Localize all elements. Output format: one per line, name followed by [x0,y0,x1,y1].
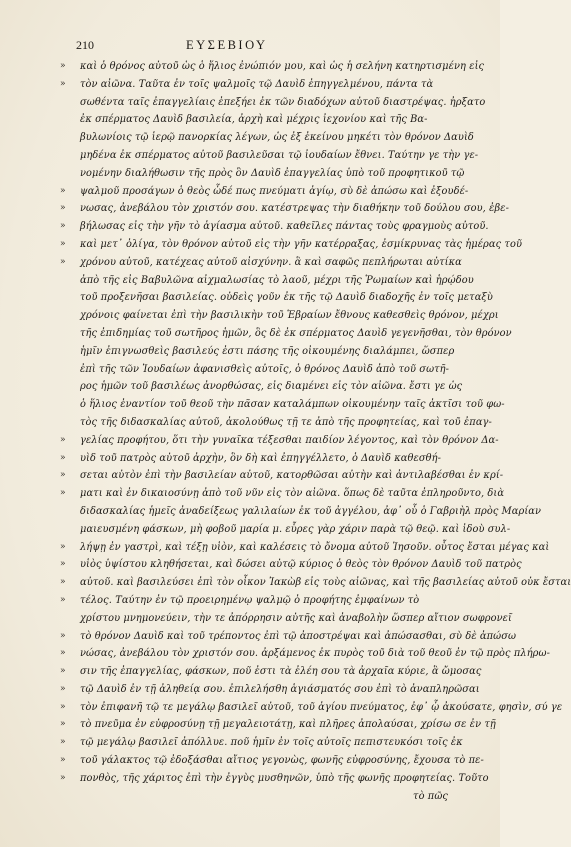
quote-marker: » [60,61,66,71]
line-text: ματι καὶ ἐν δικαιοσύνῃ ἀπὸ τοῦ νῦν εἰς τὸν αἰῶνα. ὅπως δὲ ταῦτα ἐπληροῦντο, διὰ [80,488,505,500]
line-text: ὁ ἥλιος ἐναντίον τοῦ θεοῦ τὴν πᾶσαν καταλάμπων οἰκουμένην ταῖς ἀκτῖσι τοῦ φω- [80,399,505,411]
line-text: βυλωνίοις τῷ ἱερῷ πανορκίας λέγων, ὡς ἐξ ἐκείνου μηκέτι τὸν θρόνον Δαυὶδ [80,132,474,144]
line-text: τέλος. Ταύτην ἐν τῷ προειρημένῳ ψαλμῷ ὁ προφήτης ἐμφαίνων τὸ [80,594,420,606]
line-text: τοῦ γάλακτος τῷ ἐδοξάσθαι αἴτιος γεγονὼς, φωνῆς εὐφροσύνης, ἔχουσα τὸ πε- [80,755,484,767]
text-line [60,147,479,165]
text-line [60,236,523,254]
line-text: μαιευσμένη φάσκων, μὴ φοβοῦ μαρία μ. εὗρες γὰρ χάριν παρὰ τῷ θεῷ. καὶ ἰδοὺ συλ- [80,523,511,535]
line-text: χρίστου μνημονεύειν, τὴν τε ἀπόρρησιν αὐτῆς καὶ ἀναβολὴν ὥσπερ αἴτιον σωφρονεῖ [80,612,512,624]
text-line [60,343,455,361]
line-text: τοῦ προξενῆσαι βασιλείας. οὐδεὶς γοῦν ἐκ τῆς τῷ Δαυὶδ διαδοχῆς ἐν τοῖς μεταξὺ [80,292,493,304]
quote-marker: » [60,719,66,730]
text-line [60,58,485,76]
text-line [60,272,474,290]
quote-marker: » [60,737,66,748]
quote-marker: » [60,541,66,552]
text-line [60,200,509,218]
line-text: πονθὸς, τῆς χάριτος ἐπὶ τὴν ἐγγὺς μυσθηνῶν, ὑπὸ τῆς φωνῆς προφητείας. Τοῦτο [80,772,489,784]
text-line [60,716,496,734]
quote-marker: » [60,221,66,232]
quote-marker: » [60,683,66,694]
text-line [60,556,522,574]
text-line [60,788,450,806]
line-text: αὐτοῦ. καὶ βασιλεύσει ἐπὶ τὸν οἶκον Ἰακὼβ εἰς τοὺς αἰῶνας, καὶ τῆς βασιλείας αὐτοῦ οὐκ ἔσται [80,577,571,589]
quote-marker: » [60,648,66,659]
text-line [60,645,551,663]
quote-marker: » [60,594,66,605]
quote-marker: » [60,434,66,445]
line-text: τῷ μεγάλῳ βασιλεῖ ἀπόλλυε. ποῦ ἡμῖν ἐν τοῖς αὐτοῖς πεπιστευκόσι τοῖς ἐκ [80,737,463,749]
line-text: γελίας προφήτου, ὅτι τὴν γυναῖκα τέξεσθαι παιδίον λέγοντος, καὶ τὸν θρόνον Δα- [80,434,499,446]
line-text: υἱὸς ὑψίστου κληθήσεται, καὶ δώσει αὐτῷ κύριος ὁ θεὸς τὸν θρόνον Δαυὶδ τοῦ πατρὸς [80,559,522,571]
quote-marker: » [60,772,66,783]
page-header [76,38,436,54]
quote-marker: » [60,256,66,267]
line-text: τὸν ἐπιφανῆ τῷ τε μεγάλῳ βασιλεῖ αὐτοῦ, τοῦ ἁγίου πνεύματος, ἐφ᾽ ᾧ ἀκούσατε, φησὶν, σύ γε [80,701,563,713]
line-text: νομένην διαλήθωσιν τῆς πρὸς ὃν Δαυὶδ ἐπαγγελίας ὑπὸ τοῦ προφητικοῦ τῷ [80,167,465,179]
line-text: νώσας, ἀνεβάλου τὸν χριστόν σου. ἀρξάμενος ἐκ πυρὸς τοῦ διὰ τοῦ θεοῦ ἐν τῷ πρὸς πλήρω- [80,648,551,660]
line-text: τὸ θρόνον Δαυὶδ καὶ τοῦ τρέποντος ἐπὶ τῷ ἀποστρέψαι καὶ ἀπώσασθαι, σὺ δὲ ἀπώσω [80,630,517,642]
quote-marker: » [60,470,66,481]
page-number: 210 [76,38,94,52]
text-line [60,752,484,770]
quote-marker: » [60,203,66,214]
text-line [60,663,482,681]
line-text: χρόνου αὐτοῦ, κατέχεας αὐτοῦ αἰσχύνην. ἃ καὶ σαφῶς πεπλήρωται αὐτίκα [80,256,462,268]
quote-marker: » [60,666,66,677]
line-text: ἡμῖν ἐπιγνωσθεὶς βασιλεύς ἐστι πάσης τῆς οἰκουμένης διαλάμπει, ὥσπερ [80,345,455,357]
quote-marker: » [60,238,66,249]
text-line [60,467,504,485]
line-text: ἐκ σπέρματος Δαυὶδ βασιλεία, ἀρχὴ καὶ μέχρις ἰεχονίου καὶ τῆς Βα- [80,114,428,126]
line-text: βήλωσας εἰς τὴν γῆν τὸ ἁγίασμα αὐτοῦ. καθεῖλες πάντας τοὺς φραγμοὺς αὐτοῦ. [80,221,489,233]
text-line [60,396,505,414]
line-text: σωθέντα ταῖς ἐπαγγελίαις ἐπεξήει ἐκ τῶν διαδόχων αὐτοῦ διαστρέψας. ἠρξατο [80,96,486,108]
line-text: τὸν αἰῶνα. Ταῦτα ἐν τοῖς ψαλμοῖς τῷ Δαυὶδ ἐπηγγελμένου, πάντα τὰ [80,78,434,90]
line-text: σιν τῆς ἐπαγγελίας, φάσκων, ποῦ ἐστι τὰ ἐλέη σου τὰ ἀρχαῖα κύριε, ἃ ὤμοσας [80,666,482,678]
line-text: ἀπὸ τῆς εἰς Βαβυλῶνα αἰχμαλωσίας τὸ λαοῦ, μέχρι τῆς Ῥωμαίων καὶ ἡρῴδου [80,274,474,286]
line-text: τὸς τῆς διδασκαλίας αὐτοῦ, ἀκολούθως τῇ τε ἀπὸ τῆς προφητείας, καὶ τοῦ ἐπαγ- [80,416,492,428]
text-line [60,628,517,646]
line-text: καὶ ὁ θρόνος αὐτοῦ ὡς ὁ ἥλιος ἐνώπιόν μου, καὶ ὡς ἡ σελήνη κατηρτισμένη εἰς [80,61,485,72]
text-line [60,770,489,788]
line-text: χρόνοις φαίνεται ἐπὶ τὴν βασιλικὴν τοῦ Ἑβραίων ἔθνους καθεσθεὶς θρόνον, μέχρι [80,310,499,322]
text-line [60,574,571,592]
line-text: ἐπὶ τῆς τῶν Ἰουδαίων ἀφανισθεὶς αὐτοῖς, ὁ θρόνος Δαυὶδ ἀπὸ τοῦ σωτῆ- [80,363,450,375]
quote-marker: » [60,630,66,641]
line-text: τὸ πῶς [413,790,448,802]
text-line [60,325,512,343]
body-text [60,58,571,805]
text-line [60,414,492,432]
text-line [60,485,505,503]
text-line [60,734,463,752]
text-line [60,289,493,307]
line-text: διδασκαλίας ἡμεῖς ἀναδείξεως γαλιλαίων ἐκ τοῦ ἀγγέλου, ἀφ᾽ οὗ ὁ Γαβριὴλ πρὸς Μαρίαν [80,505,542,517]
line-text: ρος ἡμῶν τοῦ βασιλέως ἀνορθώσας, εἰς διαμένει εἰς τὸν αἰῶνα. ἔστι γε ὡς [80,381,463,393]
line-text: τῆς ἐπιδημίας τοῦ σωτῆρος ἡμῶν, ὃς δὲ ἐκ σπέρματος Δαυὶδ γεγενῆσθαι, τὸν θρόνον [80,327,512,339]
text-line [60,503,542,521]
line-text: νωσας, ἀνεβάλου τὸν χριστόν σου. κατέστρεψας τὴν διαθήκην τοῦ δούλου σου, ἐβε- [80,203,509,215]
quote-marker: » [60,701,66,712]
line-text: υὶδ τοῦ πατρὸς αὐτοῦ ἀρχὴν, ὃν δὴ καὶ ἐπηγγέλλετο, ὁ Δαυὶδ καθεσθή- [80,452,442,464]
text-line [60,699,563,717]
line-text: σεται αὐτὸν ἐπὶ τὴν βασιλείαν αὐτοῦ, κατορθῶσαι αὐτὴν καὶ ἀντιλαβέσθαι ἐν κρί- [80,470,504,482]
quote-marker: » [60,78,66,89]
quote-marker: » [60,755,66,766]
line-text: καὶ μετ᾽ ὀλίγα, τὸν θρόνον αὐτοῦ εἰς τὴν γῆν κατέρραξας, ἐσμίκρυνας τὰς ἡμέρας τοῦ [80,238,523,250]
text-line [60,361,450,379]
line-text: μηδένα ἐκ σπέρματος αὐτοῦ βασιλεῦσαι τῷ ἰουδαίων ἔθνει. Ταύτην γε τὴν γε- [80,149,479,161]
quote-marker: » [60,559,66,570]
quote-marker: » [60,577,66,588]
text-line [60,592,450,610]
text-line [60,218,489,236]
text-line [60,450,450,468]
text-line [60,539,550,557]
text-line [60,610,512,628]
text-line [60,378,463,396]
text-line [60,254,462,272]
text-line [60,521,511,539]
text-line [60,94,486,112]
line-text: λήψῃ ἐν γαστρὶ, καὶ τέξῃ υἱὸν, καὶ καλέσεις τὸ ὄνομα αὐτοῦ Ἰησοῦν. οὗτος ἔσται μέγας καὶ [80,541,550,553]
running-head: ΕΥΣΕΒΙΟΥ [186,38,268,52]
text-line [60,76,450,94]
quote-marker: » [60,488,66,499]
text-line [60,111,450,129]
text-line [60,165,465,183]
quote-marker: » [60,185,66,196]
line-text: τὸ πνεῦμα ἐν εὐφροσύνῃ τῇ μεγαλειοτάτῃ, καὶ πλῆρες ἀπολαύσαι, χρίσω σε ἐν τῇ [80,719,496,731]
text-line [60,432,499,450]
line-text: ψαλμοῦ προσάγων ὁ θεὸς ὧδέ πως πνεύματι ἁγίῳ, σὺ δὲ ἀπώσω καὶ ἐξουδέ- [80,185,469,197]
text-line [60,681,480,699]
quote-marker: » [60,452,66,463]
line-text: τῷ Δαυὶδ ἐν τῇ ἀληθείᾳ σου. ἐπιλελήσθη ἁγιάσματός σου ἐπὶ τὸ ἀναπληρῶσαι [80,683,480,695]
text-line [60,129,474,147]
text-line [60,307,499,325]
text-line [60,183,469,201]
